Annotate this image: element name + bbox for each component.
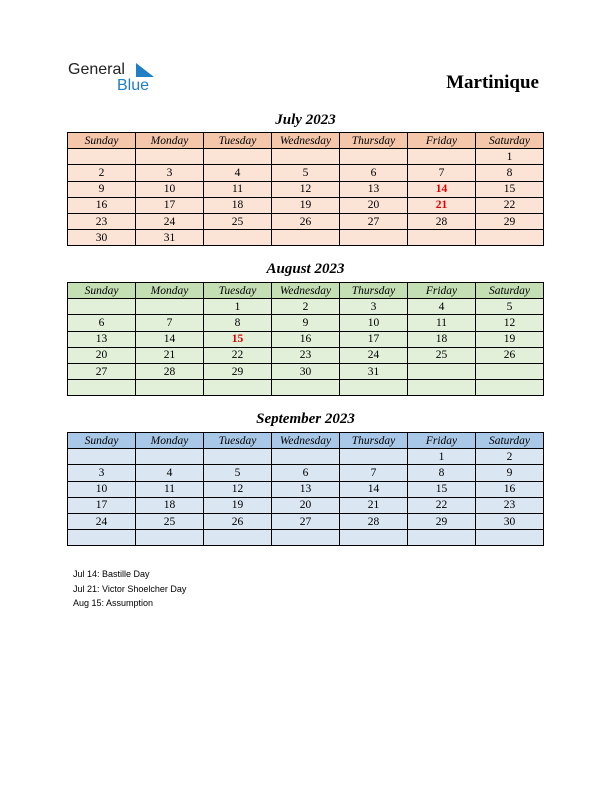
day-cell: 5	[272, 165, 340, 181]
day-cell: 21	[340, 497, 408, 513]
empty-day-cell	[68, 299, 136, 315]
day-cell: 10	[68, 481, 136, 497]
day-cell: 27	[272, 513, 340, 529]
logo-triangle-icon	[136, 63, 154, 77]
empty-day-cell	[136, 530, 204, 546]
week-row	[68, 230, 544, 246]
day-cell: 19	[476, 331, 544, 347]
day-cell: 8	[204, 315, 272, 331]
week-row	[68, 481, 544, 497]
day-cell: 2	[68, 165, 136, 181]
day-cell: 7	[340, 465, 408, 481]
weekday-header: Tuesday	[204, 133, 272, 149]
empty-day-cell	[340, 149, 408, 165]
empty-day-cell	[408, 230, 476, 246]
day-cell: 8	[408, 465, 476, 481]
day-cell: 27	[340, 213, 408, 229]
empty-day-cell	[340, 449, 408, 465]
day-cell: 5	[476, 299, 544, 315]
day-cell: 1	[204, 299, 272, 315]
day-cell: 6	[272, 465, 340, 481]
day-cell: 18	[136, 497, 204, 513]
week-row	[68, 497, 544, 513]
weekday-header: Sunday	[68, 433, 136, 449]
week-row	[68, 165, 544, 181]
day-cell: 8	[476, 165, 544, 181]
weekday-header: Thursday	[340, 433, 408, 449]
empty-day-cell	[272, 380, 340, 396]
day-cell: 25	[136, 513, 204, 529]
day-cell: 22	[476, 197, 544, 213]
day-cell: 20	[340, 197, 408, 213]
week-row	[68, 181, 544, 197]
weekday-header-row	[68, 433, 544, 449]
calendar-september	[67, 432, 544, 546]
weekday-header: Sunday	[68, 283, 136, 299]
day-cell: 23	[68, 213, 136, 229]
day-cell: 18	[204, 197, 272, 213]
day-cell: 16	[476, 481, 544, 497]
day-cell: 26	[272, 213, 340, 229]
day-cell: 10	[136, 181, 204, 197]
day-cell: 20	[272, 497, 340, 513]
day-cell: 15	[408, 481, 476, 497]
weekday-header: Wednesday	[272, 433, 340, 449]
logo-text-general: General	[68, 61, 125, 78]
day-cell: 12	[272, 181, 340, 197]
weekday-header: Friday	[408, 283, 476, 299]
weekday-header: Tuesday	[204, 283, 272, 299]
day-cell: 11	[408, 315, 476, 331]
day-cell: 23	[476, 497, 544, 513]
day-cell: 30	[272, 363, 340, 379]
holiday-note: Aug 15: Assumption	[73, 598, 154, 608]
day-cell: 3	[340, 299, 408, 315]
empty-day-cell	[136, 149, 204, 165]
day-cell: 20	[68, 347, 136, 363]
day-cell: 31	[136, 230, 204, 246]
day-cell: 24	[340, 347, 408, 363]
day-cell: 11	[136, 481, 204, 497]
empty-day-cell	[68, 449, 136, 465]
day-cell: 24	[136, 213, 204, 229]
day-cell: 10	[340, 315, 408, 331]
day-cell: 13	[68, 331, 136, 347]
empty-day-cell	[408, 380, 476, 396]
empty-day-cell	[204, 449, 272, 465]
day-cell: 16	[68, 197, 136, 213]
empty-day-cell	[68, 149, 136, 165]
weekday-header: Wednesday	[272, 133, 340, 149]
day-cell: 3	[136, 165, 204, 181]
day-cell: 28	[136, 363, 204, 379]
day-cell: 22	[204, 347, 272, 363]
calendar-august	[67, 282, 544, 396]
day-cell: 14	[340, 481, 408, 497]
month-title-september: September 2023	[256, 411, 355, 427]
weekday-header: Thursday	[340, 283, 408, 299]
day-cell: 4	[408, 299, 476, 315]
day-cell: 15	[204, 331, 272, 347]
empty-day-cell	[272, 149, 340, 165]
week-row	[68, 197, 544, 213]
empty-day-cell	[408, 363, 476, 379]
day-cell: 26	[204, 513, 272, 529]
day-cell: 17	[68, 497, 136, 513]
weekday-header: Thursday	[340, 133, 408, 149]
logo-text-blue: Blue	[117, 77, 150, 94]
day-cell: 1	[476, 149, 544, 165]
day-cell: 30	[68, 230, 136, 246]
week-row	[68, 213, 544, 229]
empty-day-cell	[476, 230, 544, 246]
empty-day-cell	[272, 449, 340, 465]
day-cell: 12	[476, 315, 544, 331]
day-cell: 16	[272, 331, 340, 347]
day-cell: 31	[340, 363, 408, 379]
week-row	[68, 380, 544, 396]
day-cell: 26	[476, 347, 544, 363]
day-cell: 30	[476, 513, 544, 529]
weekday-header: Friday	[408, 133, 476, 149]
empty-day-cell	[68, 380, 136, 396]
day-cell: 2	[476, 449, 544, 465]
empty-day-cell	[204, 149, 272, 165]
day-cell: 7	[408, 165, 476, 181]
calendar-july	[67, 132, 544, 246]
week-row	[68, 513, 544, 529]
empty-day-cell	[476, 380, 544, 396]
holiday-note: Jul 21: Victor Shoelcher Day	[73, 583, 187, 594]
day-cell: 19	[272, 197, 340, 213]
empty-day-cell	[272, 230, 340, 246]
generalblue-logo	[68, 61, 158, 95]
day-cell: 12	[204, 481, 272, 497]
day-cell: 4	[136, 465, 204, 481]
day-cell: 9	[476, 465, 544, 481]
month-title-august: August 2023	[266, 261, 345, 277]
empty-day-cell	[408, 149, 476, 165]
day-cell: 2	[272, 299, 340, 315]
day-cell: 14	[408, 181, 476, 197]
day-cell: 27	[68, 363, 136, 379]
empty-day-cell	[204, 230, 272, 246]
weekday-header-row	[68, 133, 544, 149]
day-cell: 14	[136, 331, 204, 347]
week-row	[68, 465, 544, 481]
week-row	[68, 449, 544, 465]
day-cell: 13	[340, 181, 408, 197]
weekday-header: Sunday	[68, 133, 136, 149]
day-cell: 5	[204, 465, 272, 481]
empty-day-cell	[340, 380, 408, 396]
day-cell: 1	[408, 449, 476, 465]
day-cell: 25	[408, 347, 476, 363]
day-cell: 7	[136, 315, 204, 331]
day-cell: 29	[408, 513, 476, 529]
holiday-notes	[73, 567, 186, 611]
empty-day-cell	[136, 299, 204, 315]
day-cell: 15	[476, 181, 544, 197]
day-cell: 13	[272, 481, 340, 497]
day-cell: 23	[272, 347, 340, 363]
weekday-header: Monday	[136, 283, 204, 299]
empty-day-cell	[136, 449, 204, 465]
week-row	[68, 299, 544, 315]
day-cell: 21	[408, 197, 476, 213]
weekday-header: Wednesday	[272, 283, 340, 299]
day-cell: 28	[340, 513, 408, 529]
day-cell: 17	[136, 197, 204, 213]
weekday-header: Saturday	[476, 133, 544, 149]
month-title-july: July 2023	[275, 112, 336, 128]
day-cell: 19	[204, 497, 272, 513]
holiday-note: Jul 14: Bastille Day	[73, 569, 150, 579]
empty-day-cell	[68, 530, 136, 546]
empty-day-cell	[272, 530, 340, 546]
day-cell: 9	[68, 181, 136, 197]
day-cell: 21	[136, 347, 204, 363]
day-cell: 6	[340, 165, 408, 181]
empty-day-cell	[340, 230, 408, 246]
empty-day-cell	[408, 530, 476, 546]
week-row	[68, 530, 544, 546]
day-cell: 17	[340, 331, 408, 347]
day-cell: 6	[68, 315, 136, 331]
week-row	[68, 315, 544, 331]
empty-day-cell	[340, 530, 408, 546]
weekday-header: Saturday	[476, 433, 544, 449]
week-row	[68, 331, 544, 347]
weekday-header-row	[68, 283, 544, 299]
day-cell: 29	[204, 363, 272, 379]
weekday-header: Monday	[136, 433, 204, 449]
empty-day-cell	[476, 363, 544, 379]
day-cell: 3	[68, 465, 136, 481]
empty-day-cell	[476, 530, 544, 546]
country-title: Martinique	[446, 72, 539, 93]
week-row	[68, 363, 544, 379]
day-cell: 9	[272, 315, 340, 331]
day-cell: 22	[408, 497, 476, 513]
weekday-header: Tuesday	[204, 433, 272, 449]
day-cell: 25	[204, 213, 272, 229]
weekday-header: Saturday	[476, 283, 544, 299]
day-cell: 11	[204, 181, 272, 197]
empty-day-cell	[204, 380, 272, 396]
day-cell: 29	[476, 213, 544, 229]
empty-day-cell	[136, 380, 204, 396]
weekday-header: Friday	[408, 433, 476, 449]
day-cell: 28	[408, 213, 476, 229]
week-row	[68, 149, 544, 165]
day-cell: 4	[204, 165, 272, 181]
week-row	[68, 347, 544, 363]
day-cell: 24	[68, 513, 136, 529]
day-cell: 18	[408, 331, 476, 347]
empty-day-cell	[204, 530, 272, 546]
weekday-header: Monday	[136, 133, 204, 149]
